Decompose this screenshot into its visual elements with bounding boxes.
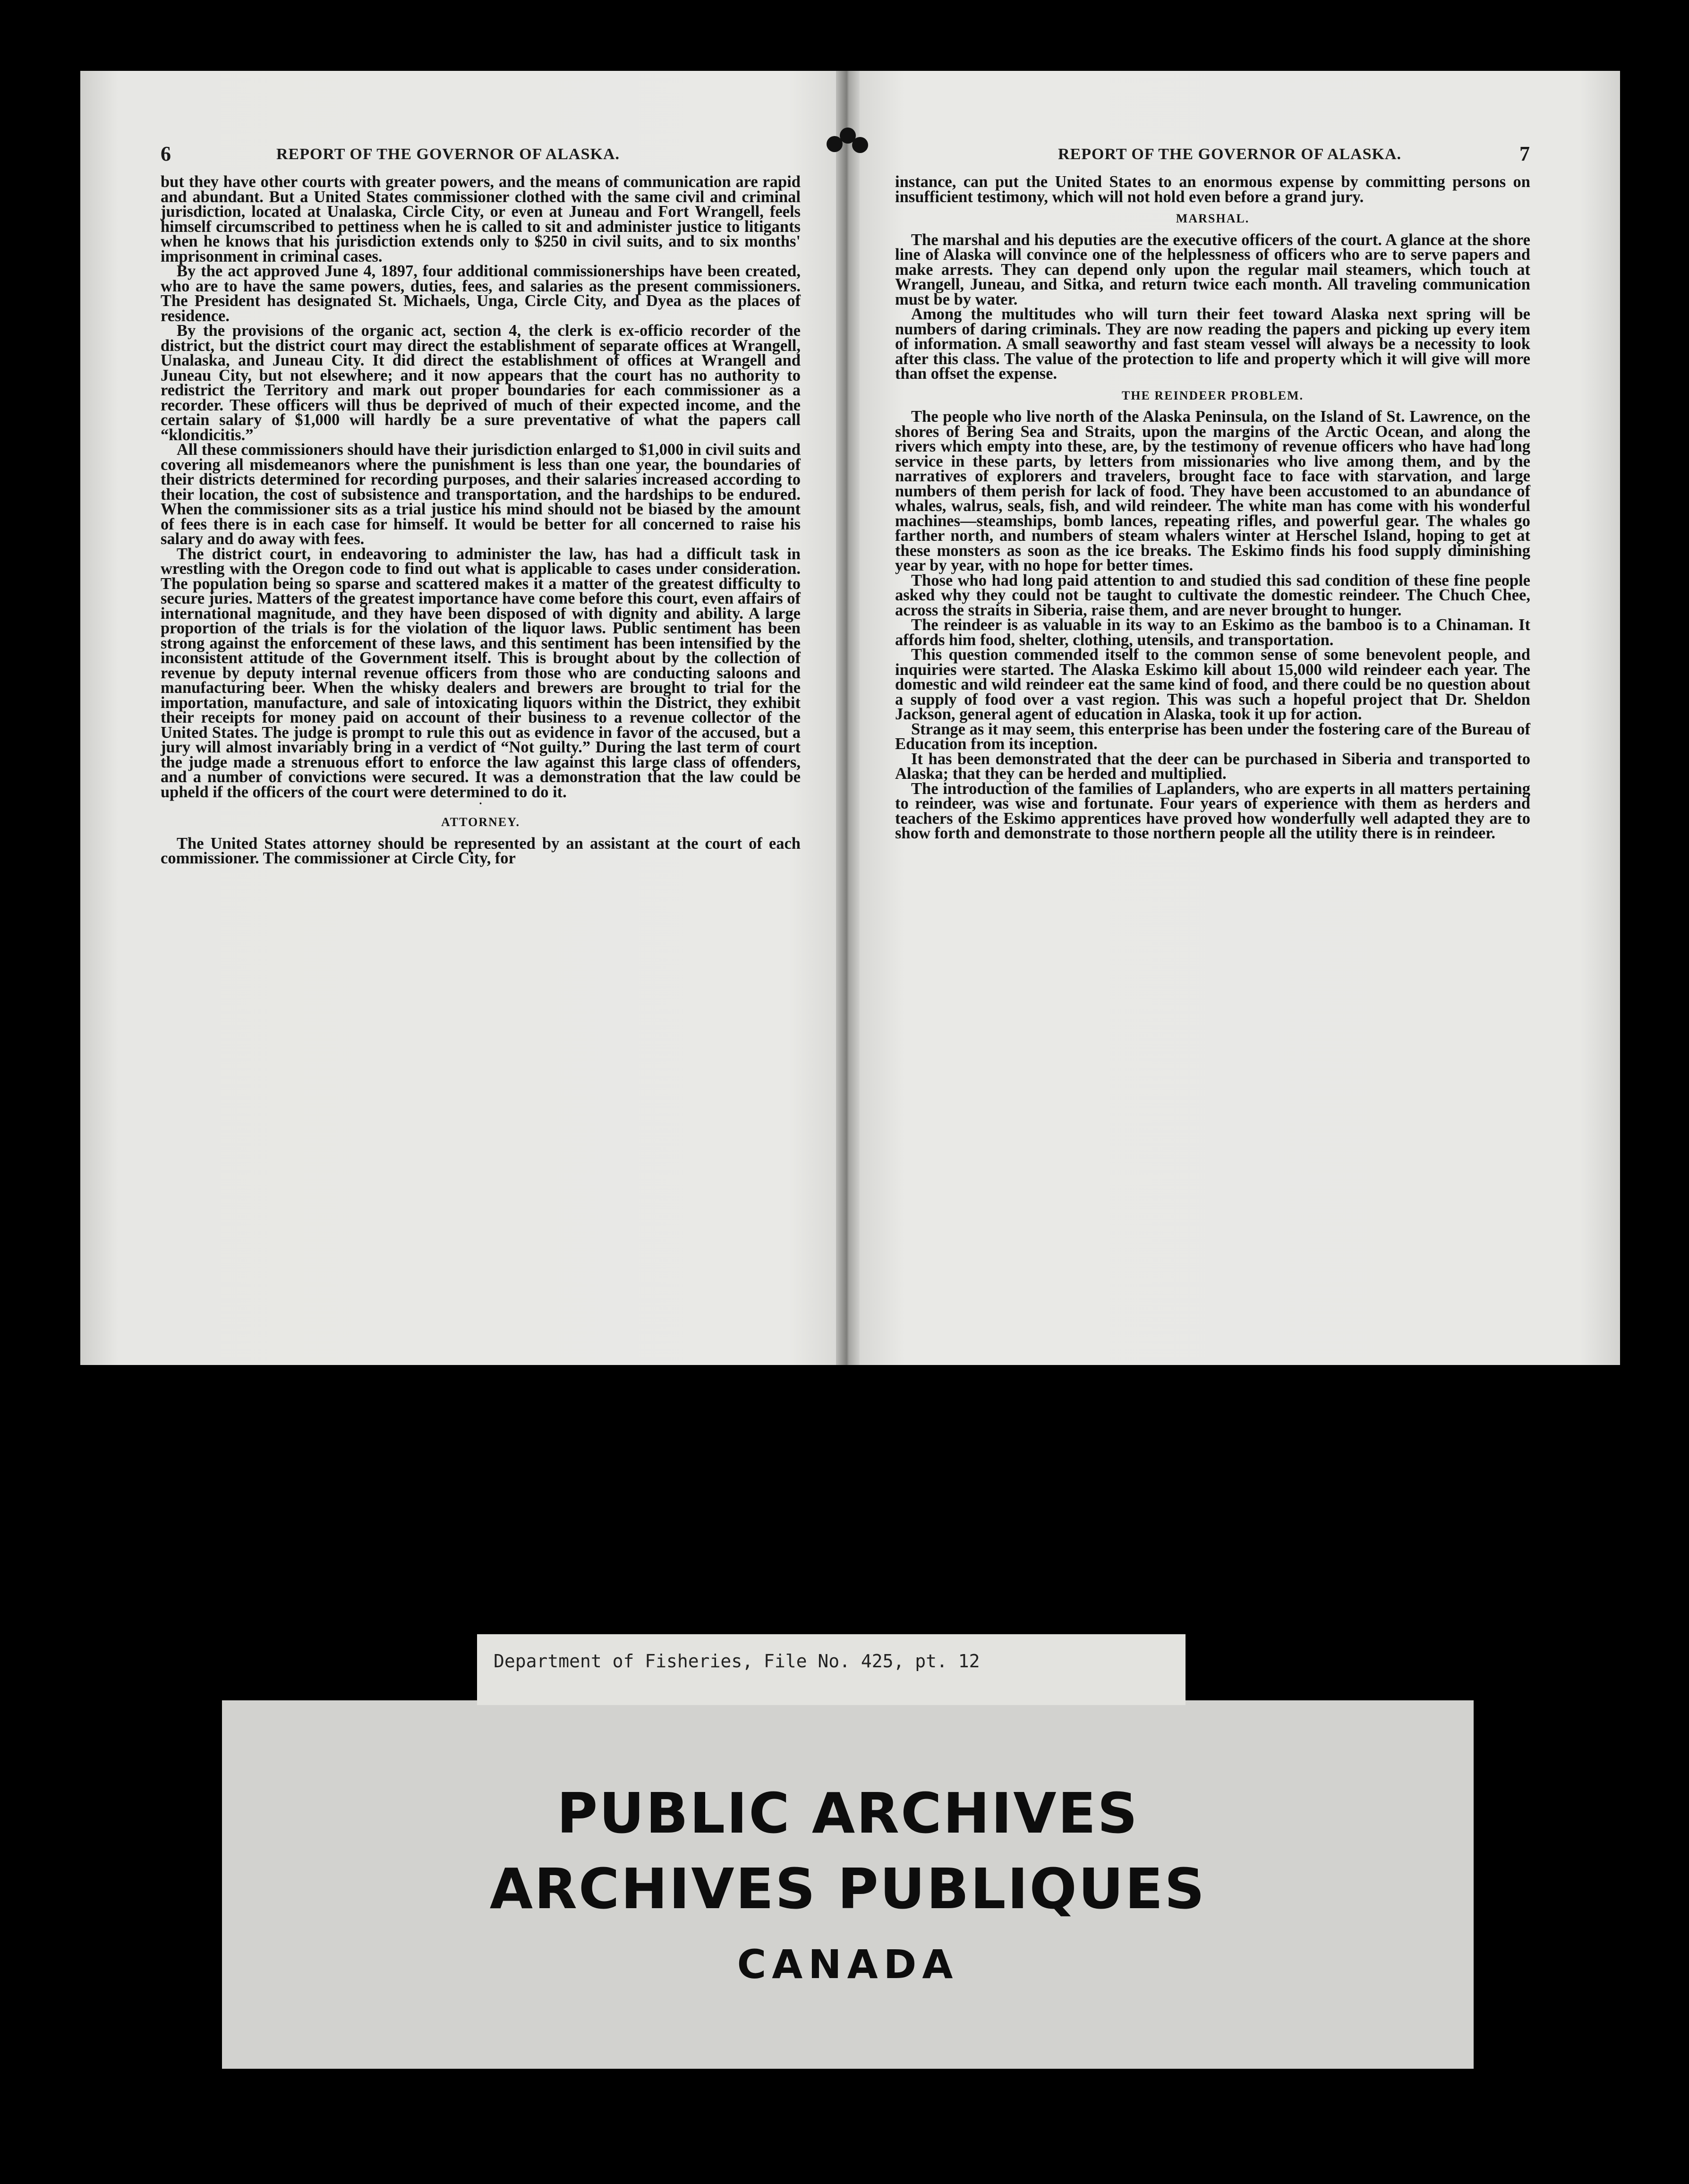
paragraph: The marshal and his deputies are the executive officers of the court. A glance at the shore line of Alaska will convince one of the helplessness of officers who are to serve papers and make arrests. They can depend only upon the regular mail steamers, which touch at Wrangell, Juneau, and Sitka, and return twice each month. All traveling communication must be by water. — [895, 230, 1530, 308]
archive-line-3: CANADA — [737, 1941, 959, 1988]
book-gutter — [836, 71, 860, 1365]
paragraph: The people who live north of the Alaska Peninsula, on the Island of St. Lawrence, on the shores of Bering Sea and Straits, upon the margins of the Arctic Ocean, and along the rivers which empty into these, are, by the testimony of revenue officers who have had long service in these parts, by letters from missionaries who live among them, and by the narratives of explorers and travelers, brought face to face with starvation, and large numbers of them perish for lack of food. They have been accustomed to an abundance of whales, walrus, seals, fish, and wild reindeer. The white man has come with his wonderful machines—steamships, bomb lances, repeating rifles, and powerful gear. The whales go farther north, and numbers of steam whalers winter at Herschel Island, hoping to get at these monsters as soon as the ice breaks. The Eskimo finds his food supply diminishing year by year, with no hope for better times. — [895, 408, 1530, 574]
paragraph: The district court, in endeavoring to administer the law, has had a difficult task in wrestling with the Oregon code to find out what is applicable to cases under consideration. The population being so sparse and scattered makes it a matter of the greatest difficulty to secure juries. Matters of the greatest importance have come before this court, even affairs of international magnitude, and they have been disposed of with dignity and ability. A large proportion of the trials is for the violation of the liquor laws. Public sentiment has been strong against the enforcement of these laws, and this sentiment has been intensified by the inconsistent attitude of the Government itself. This is brought about by the collection of revenue by deputy internal revenue officers from those who are conducting saloons and manufacturing beer. When the whisky dealers and brewers are brought to trial for the importation, manufacture, and sale of intoxicating liquors within the District, they exhibit their receipts for money paid on account of their business to a revenue collector of the United States. The judge is prompt to rule this out as evidence in favor of the accused, but a jury will almost invariably bring in a verdict of “Not guilty.” During the last term of court the judge made a strenuous effort to enforce the law against this large class of offenders, and a number of convictions were secured. It was a demonstration that the law could be upheld if the officers of the court were determined to do it. — [161, 545, 801, 801]
right-running-title: REPORT OF THE GOVERNOR OF ALASKA. — [1058, 145, 1402, 163]
heading-marshal: MARSHAL. — [1176, 212, 1250, 225]
paragraph: It has been demonstrated that the deer can be purchased in Siberia and transported to Alaska; that they can be herded and multiplied. — [895, 750, 1530, 783]
paragraph: but they have other courts with greater powers, and the means of communication are rapid and abundant. But a United States commissioner clothed with the same civil and criminal jurisdiction, located at Unalaska, Circle City, or even at Juneau and Fort Wrangell, feels himself circumscribed to pettiness when he is called to sit and administer justice to litigants when he knows that his jurisdiction extends only to $250 in civil suits, and to six months' imprisonment in criminal cases. — [161, 173, 801, 265]
archive-line-2: ARCHIVES PUBLIQUES — [489, 1856, 1206, 1921]
left-running-title: REPORT OF THE GOVERNOR OF ALASKA. — [276, 145, 620, 163]
paragraph: The United States attorney should be represented by an assistant at the court of each commissioner. The commissioner at Circle City, for — [161, 834, 801, 867]
left-page-number: 6 — [161, 142, 171, 165]
heading-reindeer-problem: THE REINDEER PROBLEM. — [1121, 388, 1304, 402]
paragraph: Those who had long paid attention to and studied this sad condition of these fine people asked why they could not be taught to cultivate the domestic reindeer. The Chuch Chee, across the straits in Siberia, raise them, and are never brought to hunger. — [895, 571, 1530, 619]
paragraph: Among the multitudes who will turn their feet toward Alaska next spring will be numbers of daring criminals. They are now reading the papers and picking up every item of information. A small seaworthy and fast steam vessel will always be a necessity to look after this class. The value of the protection to life and property which it will give will more than offset the expense. — [895, 305, 1530, 383]
paragraph: By the provisions of the organic act, section 4, the clerk is ex-officio recorder of the district, but the district court may direct the establishment of separate offices at Wrangell, Unalaska, and Juneau City. It did direct the establishment of offices at Wrangell and Juneau City, but not elsewhere; and it now appears that the court has no authority to redistrict the Territory and mark out proper boundaries for each commissioner as a recorder. These officers will thus be deprived of much of their expected income, and the certain salary of $1,000 will hardly be a sure preventative of what the papers call “klondicitis.” — [161, 322, 801, 444]
right-running-head — [895, 142, 1530, 175]
paragraph: By the act approved June 4, 1897, four additional commissionerships have been created, who are to have the same powers, duties, fees, and salaries as the present commissioners. The President has designated St. Michaels, Unga, Circle City, and Dyea as the places of residence. — [161, 262, 801, 325]
binding-clip — [827, 128, 869, 165]
left-page — [80, 71, 848, 1365]
archive-line-1: PUBLIC ARCHIVES — [556, 1781, 1139, 1846]
right-page-number: 7 — [1519, 142, 1530, 165]
paragraph: The reindeer is as valuable in its way to an Eskimo as the bamboo is to a Chinaman. It affords him food, shelter, clothing, utensils, and transportation. — [895, 616, 1530, 649]
paragraph: instance, can put the United States to an enormous expense by committing persons on insufficient testimony, which will not hold even before a grand jury. — [895, 173, 1530, 206]
book-spread — [80, 71, 1620, 1365]
left-running-head — [161, 142, 801, 175]
section-dot: · — [478, 798, 483, 810]
paragraph: The introduction of the families of Laplanders, who are experts in all matters pertaining to reindeer, was wise and fortunate. Four years of experience with them as herders and teachers of the Eskimo apprentices have proved how wonderfully well adapted they are to show forth and demonstrate to those northern people all the utility there is in reindeer. — [895, 779, 1530, 842]
right-body — [895, 175, 1530, 841]
paragraph: Strange as it may seem, this enterprise has been under the fostering care of the Bureau of Education from its inception. — [895, 720, 1530, 753]
paragraph: All these commissioners should have their jurisdiction enlarged to $1,000 in civil suits and covering all misdemeanors where the punishment is less than one year, the boundaries of their districts determined for recording purposes, and their salaries increased according to their location, the cost of subsistence and transportation, and the hardships to be endured. When the commissioner sits as a trial justice his mind should not be biased by the amount of fees there is in each case for himself. It would be better for all concerned to raise his salary and do away with fees. — [161, 441, 801, 548]
paragraph: This question commended itself to the common sense of some benevolent people, and inquiries were started. The Alaska Eskimo kill about 15,000 wild reindeer each year. The domestic and wild reindeer eat the same kind of food, and there could be no question about a supply of food over a vast region. This was such a hopeful project that Dr. Sheldon Jackson, general agent of education in Alaska, took it up for action. — [895, 646, 1530, 723]
heading-attorney: ATTORNEY. — [441, 815, 520, 829]
right-page — [848, 71, 1620, 1365]
file-note: Department of Fisheries, File No. 425, pt. 12 — [494, 1651, 980, 1672]
left-body — [161, 175, 801, 866]
